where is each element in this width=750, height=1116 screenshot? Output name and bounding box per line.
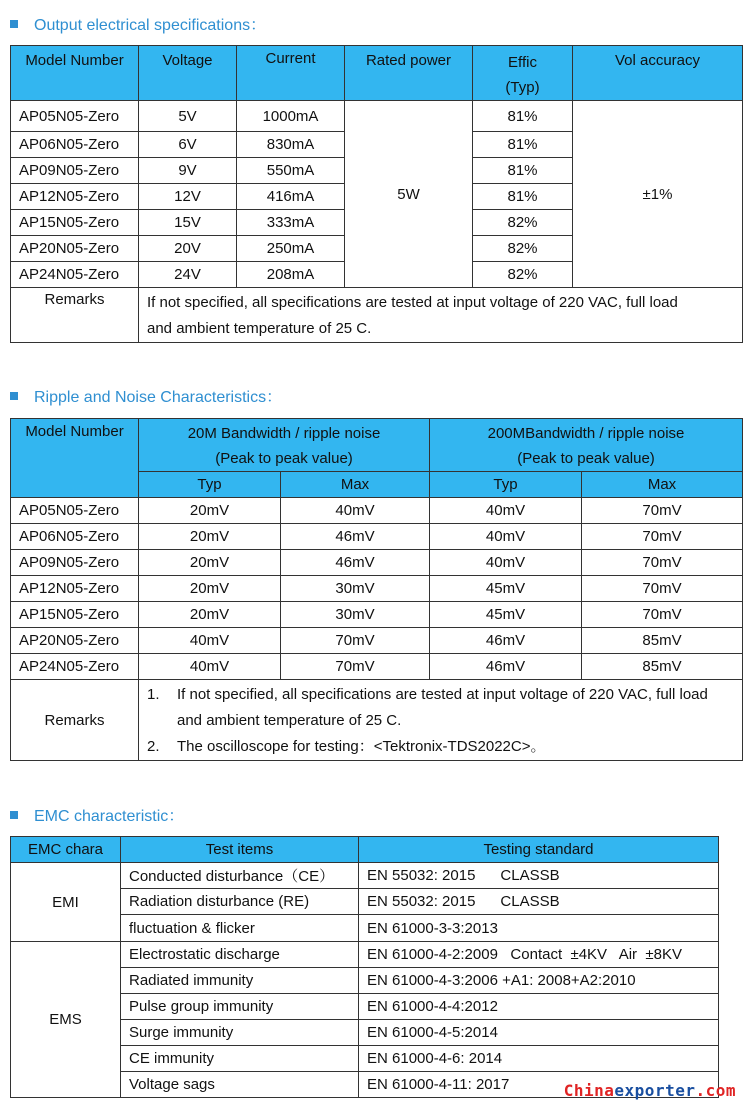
remark-item xyxy=(147,734,742,760)
bullet-icon xyxy=(10,20,18,28)
remarks-row xyxy=(11,680,743,761)
cell-max200: 85mV xyxy=(582,628,743,654)
cell-max200: 70mV xyxy=(582,576,743,602)
remarks-label: Remarks xyxy=(11,680,139,761)
cell-current: 1000mA xyxy=(237,101,345,132)
cell-standard: EN 61000-4-6: 2014 xyxy=(359,1046,719,1072)
remark-line: The oscilloscope for testing：<Tektronix-TDS2022C>。 xyxy=(177,738,546,755)
remark-line: and ambient temperature of 25 C. xyxy=(177,712,402,729)
watermark-part: exporter xyxy=(614,1081,696,1100)
cell-max200: 70mV xyxy=(582,550,743,576)
cell-voltage: 20V xyxy=(139,236,237,262)
cell-max20: 30mV xyxy=(281,602,430,628)
cell-emi-label: EMI xyxy=(11,863,121,942)
cell-max20: 70mV xyxy=(281,628,430,654)
header-line: (Peak to peak value) xyxy=(517,450,655,467)
cell-model: AP09N05-Zero xyxy=(11,550,139,576)
cell-max200: 70mV xyxy=(582,498,743,524)
cell-max200: 70mV xyxy=(582,602,743,628)
cell-model: AP05N05-Zero xyxy=(11,498,139,524)
cell-typ200: 40mV xyxy=(430,550,582,576)
remarks-text xyxy=(139,288,743,343)
remark-number: 2. xyxy=(147,738,160,755)
emc-table xyxy=(10,836,719,1098)
remark-line: If not specified, all specifications are tested at input voltage of 220 VAC, full load xyxy=(177,686,708,703)
cell-standard: EN 61000-4-11: 2017 xyxy=(359,1072,719,1098)
cell-typ20: 20mV xyxy=(139,550,281,576)
section-title-text: EMC characteristic： xyxy=(34,808,185,825)
cell-typ20: 20mV xyxy=(139,576,281,602)
remark-item xyxy=(147,708,742,734)
cell-typ200: 46mV xyxy=(430,654,582,680)
cell-model: AP06N05-Zero xyxy=(11,132,139,158)
remarks-line: and ambient temperature of 25 C. xyxy=(147,320,372,337)
cell-current: 333mA xyxy=(237,210,345,236)
cell-standard: EN 61000-4-3:2006 +A1: 2008+A2:2010 xyxy=(359,968,719,994)
table-row xyxy=(11,576,743,602)
table-row xyxy=(11,863,719,889)
table-row xyxy=(11,498,743,524)
header-model-number: Model Number xyxy=(11,46,139,101)
watermark-part: .com xyxy=(695,1081,736,1100)
cell-test-item: Radiation disturbance (RE) xyxy=(121,889,359,915)
cell-test-item: Electrostatic discharge xyxy=(121,942,359,968)
cell-effic: 82% xyxy=(473,262,573,288)
table-row xyxy=(11,654,743,680)
cell-standard: EN 61000-4-2:2009 Contact ±4KV Air ±8KV xyxy=(359,942,719,968)
section-title-text: Output electrical specifications： xyxy=(34,17,267,34)
cell-standard: EN 55032: 2015 CLASSB xyxy=(359,889,719,915)
cell-typ20: 20mV xyxy=(139,498,281,524)
header-line: (Peak to peak value) xyxy=(215,450,353,467)
cell-voltage: 15V xyxy=(139,210,237,236)
cell-max200: 85mV xyxy=(582,654,743,680)
cell-vol-accuracy: ±1% xyxy=(573,101,743,288)
cell-model: AP12N05-Zero xyxy=(11,184,139,210)
cell-effic: 81% xyxy=(473,101,573,132)
cell-voltage: 5V xyxy=(139,101,237,132)
table-row xyxy=(11,942,719,968)
table-row xyxy=(11,524,743,550)
header-vol-accuracy: Vol accuracy xyxy=(573,46,743,101)
header-test-items: Test items xyxy=(121,837,359,863)
table-row xyxy=(11,101,743,132)
cell-model: AP20N05-Zero xyxy=(11,628,139,654)
cell-current: 416mA xyxy=(237,184,345,210)
remark-indent xyxy=(147,708,177,734)
cell-typ20: 20mV xyxy=(139,524,281,550)
section-title-output xyxy=(10,12,266,35)
header-voltage: Voltage xyxy=(139,46,237,101)
cell-current: 250mA xyxy=(237,236,345,262)
cell-max200: 70mV xyxy=(582,524,743,550)
cell-max20: 30mV xyxy=(281,576,430,602)
cell-typ200: 40mV xyxy=(430,498,582,524)
header-max-20m: Max xyxy=(281,472,430,498)
section-title-ripple xyxy=(10,384,282,407)
cell-typ200: 45mV xyxy=(430,602,582,628)
cell-voltage: 6V xyxy=(139,132,237,158)
header-testing-standard: Testing standard xyxy=(359,837,719,863)
cell-voltage: 24V xyxy=(139,262,237,288)
header-line: 20M Bandwidth / ripple noise xyxy=(187,425,381,442)
cell-typ20: 40mV xyxy=(139,628,281,654)
bullet-icon xyxy=(10,811,18,819)
cell-model: AP15N05-Zero xyxy=(11,602,139,628)
cell-model: AP20N05-Zero xyxy=(11,236,139,262)
cell-test-item: CE immunity xyxy=(121,1046,359,1072)
header-rated-power: Rated power xyxy=(345,46,473,101)
cell-current: 830mA xyxy=(237,132,345,158)
cell-current: 550mA xyxy=(237,158,345,184)
cell-typ200: 45mV xyxy=(430,576,582,602)
cell-standard: EN 61000-4-5:2014 xyxy=(359,1020,719,1046)
header-effic xyxy=(473,46,573,101)
ripple-noise-table xyxy=(10,418,743,761)
header-effic-line2: (Typ) xyxy=(505,79,540,96)
header-effic-line1: Effic xyxy=(508,54,537,71)
cell-standard: EN 55032: 2015 CLASSB xyxy=(359,863,719,889)
cell-typ200: 40mV xyxy=(430,524,582,550)
header-max-200m: Max xyxy=(582,472,743,498)
cell-model: AP24N05-Zero xyxy=(11,654,139,680)
cell-standard: EN 61000-4-4:2012 xyxy=(359,994,719,1020)
cell-ems-label: EMS xyxy=(11,942,121,1098)
header-model-number: Model Number xyxy=(11,419,139,498)
cell-typ20: 20mV xyxy=(139,602,281,628)
header-typ-20m: Typ xyxy=(139,472,281,498)
header-line: 200MBandwidth / ripple noise xyxy=(487,425,685,442)
cell-rated-power: 5W xyxy=(345,101,473,288)
cell-current: 208mA xyxy=(237,262,345,288)
cell-test-item: Voltage sags xyxy=(121,1072,359,1098)
remark-number: 1. xyxy=(147,686,160,703)
header-typ-200m: Typ xyxy=(430,472,582,498)
cell-max20: 46mV xyxy=(281,524,430,550)
cell-model: AP24N05-Zero xyxy=(11,262,139,288)
cell-max20: 70mV xyxy=(281,654,430,680)
bullet-icon xyxy=(10,392,18,400)
cell-model: AP06N05-Zero xyxy=(11,524,139,550)
cell-effic: 81% xyxy=(473,158,573,184)
cell-voltage: 12V xyxy=(139,184,237,210)
output-specs-table xyxy=(10,45,743,343)
cell-test-item: Radiated immunity xyxy=(121,968,359,994)
cell-effic: 81% xyxy=(473,184,573,210)
cell-model: AP05N05-Zero xyxy=(11,101,139,132)
cell-test-item: Pulse group immunity xyxy=(121,994,359,1020)
table-row xyxy=(11,550,743,576)
remarks-line: If not specified, all specifications are tested at input voltage of 220 VAC, full load xyxy=(147,294,678,311)
remark-item xyxy=(147,682,742,708)
remarks-label: Remarks xyxy=(11,288,139,343)
header-200m-bandwidth xyxy=(430,419,743,472)
section-title-text: Ripple and Noise Characteristics： xyxy=(34,389,283,406)
cell-effic: 82% xyxy=(473,210,573,236)
cell-model: AP09N05-Zero xyxy=(11,158,139,184)
cell-max20: 40mV xyxy=(281,498,430,524)
watermark xyxy=(564,1081,736,1100)
table-row xyxy=(11,602,743,628)
header-20m-bandwidth xyxy=(139,419,430,472)
cell-test-item: fluctuation & flicker xyxy=(121,915,359,942)
cell-model: AP15N05-Zero xyxy=(11,210,139,236)
remarks-text xyxy=(139,680,743,761)
cell-effic: 81% xyxy=(473,132,573,158)
cell-test-item: Conducted disturbance（CE） xyxy=(121,863,359,889)
cell-test-item: Surge immunity xyxy=(121,1020,359,1046)
section-title-emc xyxy=(10,803,184,826)
cell-effic: 82% xyxy=(473,236,573,262)
cell-typ20: 40mV xyxy=(139,654,281,680)
cell-typ200: 46mV xyxy=(430,628,582,654)
cell-max20: 46mV xyxy=(281,550,430,576)
table-row xyxy=(11,628,743,654)
cell-standard: EN 61000-3-3:2013 xyxy=(359,915,719,942)
header-current: Current xyxy=(237,46,345,101)
cell-voltage: 9V xyxy=(139,158,237,184)
watermark-part: China xyxy=(563,1081,615,1100)
remarks-row xyxy=(11,288,743,343)
cell-model: AP12N05-Zero xyxy=(11,576,139,602)
header-emc-chara: EMC chara xyxy=(11,837,121,863)
